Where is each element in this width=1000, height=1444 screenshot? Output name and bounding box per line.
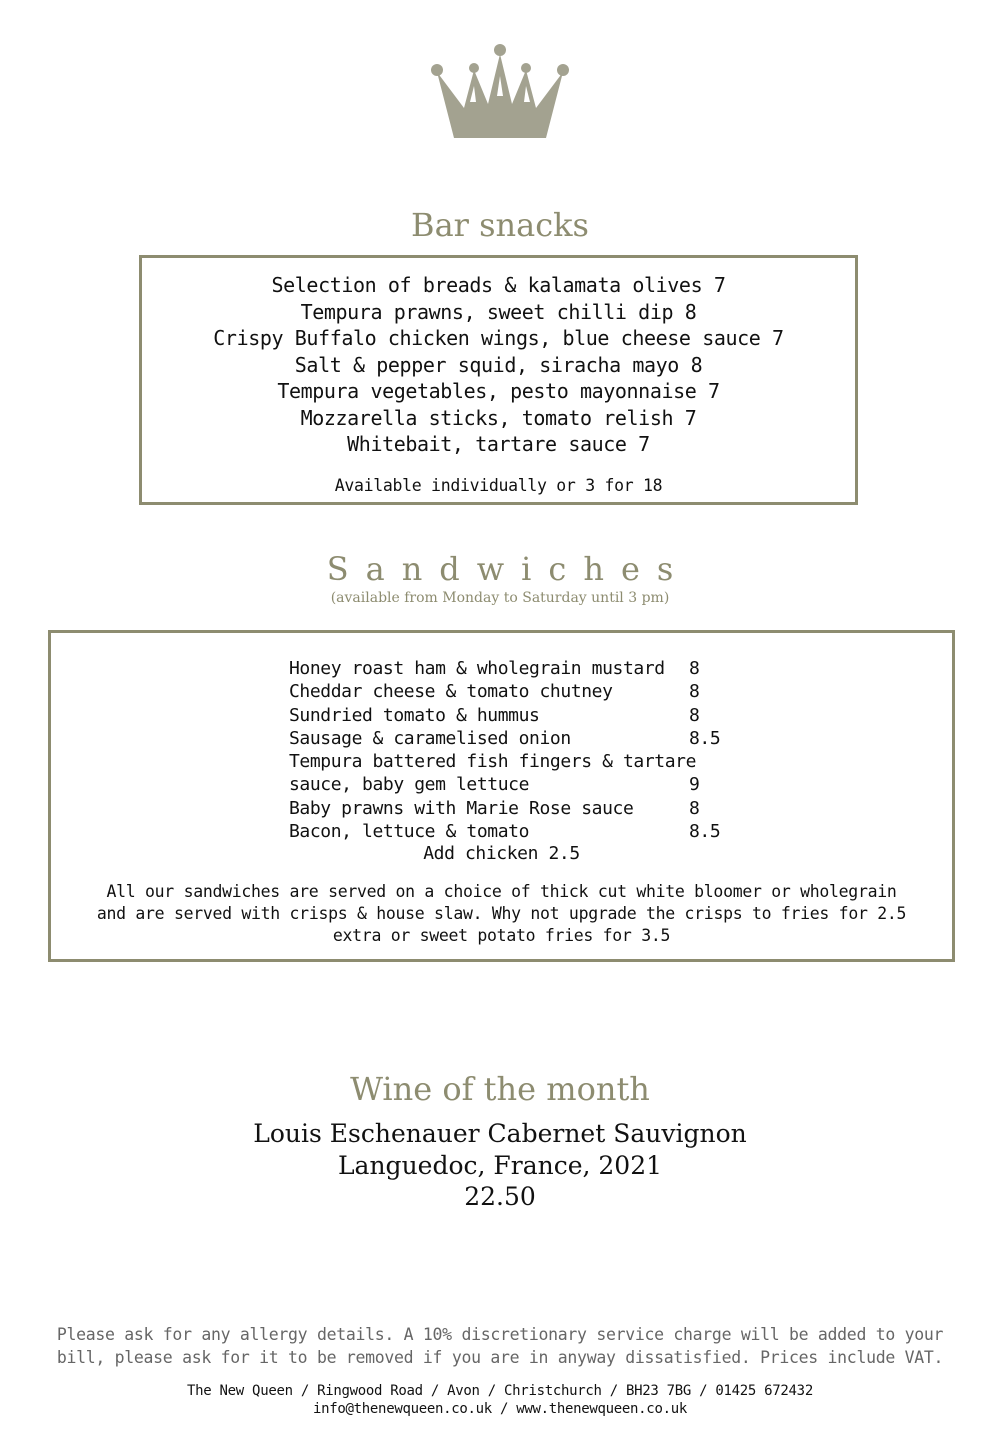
sandwich-name: Honey roast ham & wholegrain mustard [289,658,665,679]
sandwich-price [689,750,729,773]
sandwich-row [289,820,729,843]
allergy-note: Please ask for any allergy details. A 10% discretionary service charge will be added to your bill, please ask for it to be removed if you are in anyway dissatisfied. Prices include VAT. [56,1325,944,1367]
sandwich-name: Baby prawns with Marie Rose sauce [289,797,634,819]
sandwich-price: 8.5 [689,727,721,749]
wine-name: Louis Eschenauer Cabernet Sauvignon [253,1119,747,1148]
snack-item: Salt & pepper squid, siracha mayo 8 [294,352,703,377]
snack-item: Tempura prawns, sweet chilli dip 8 [300,299,697,324]
snack-item: Whitebait, tartare sauce 7 [347,432,650,456]
snack-item: Selection of breads & kalamata olives 7 [271,273,726,297]
sandwich-price: 8 [689,658,700,679]
snack-item: Tempura vegetables, pesto mayonnaise 7 [277,379,720,403]
snack-item: Mozzarella sticks, tomato relish 7 [300,405,697,430]
sandwich-row [289,797,729,820]
sandwiches-box [48,630,955,962]
sandwich-row [289,750,729,773]
sandwich-name: Sundried tomato & hummus [289,704,540,726]
sandwich-name: Tempura battered fish fingers & tartare [289,751,697,773]
bar-snacks-title: Bar snacks [411,206,589,244]
sandwich-price: 9 [689,774,700,796]
wine-title: Wine of the month [350,1070,650,1108]
sandwich-price: 8 [689,681,700,703]
sandwich-row [289,704,729,727]
sandwich-price: 8 [689,704,700,726]
sandwich-list [289,657,729,843]
sandwich-name: Sausage & caramelised onion [289,727,571,749]
footer-contact [0,1382,1000,1418]
sandwich-row [289,657,729,680]
sandwich-price: 8.5 [689,821,721,843]
sandwich-row [289,727,729,750]
add-chicken-option: Add chicken 2.5 [423,843,580,864]
sandwiches-title: Sandwiches [326,550,691,588]
address-line: The New Queen / Ringwood Road / Avon / Christchurch / BH23 7BG / 01425 672432 [187,1383,813,1399]
wine-origin: Languedoc, France, 2021 [337,1151,663,1180]
bar-snacks-box [139,255,858,505]
sandwiches-note: All our sandwiches are served on a choice of thick cut white bloomer or wholegrain and are served with crisps & house slaw. Why not upgrade the crisps to fries for 2.5 extra or sweet potato fries for 3.5 [96,882,907,945]
wine-price: 22.50 [464,1182,536,1211]
snack-item: Crispy Buffalo chicken wings, blue cheese sauce 7 [213,326,784,350]
sandwich-price: 8 [689,797,700,819]
sandwiches-subtitle: (available from Monday to Saturday until 3 pm) [330,590,670,606]
bar-snacks-note: Available individually or 3 for 18 [334,475,663,495]
sandwich-row [289,773,729,796]
sandwich-name: sauce, baby gem lettuce [289,774,530,796]
web-contact: info@thenewqueen.co.uk / www.thenewqueen.co.uk [313,1401,687,1417]
sandwich-row [289,680,729,703]
crown-icon [428,42,572,142]
sandwich-name: Cheddar cheese & tomato chutney [289,681,613,703]
sandwich-name: Bacon, lettuce & tomato [289,821,530,843]
